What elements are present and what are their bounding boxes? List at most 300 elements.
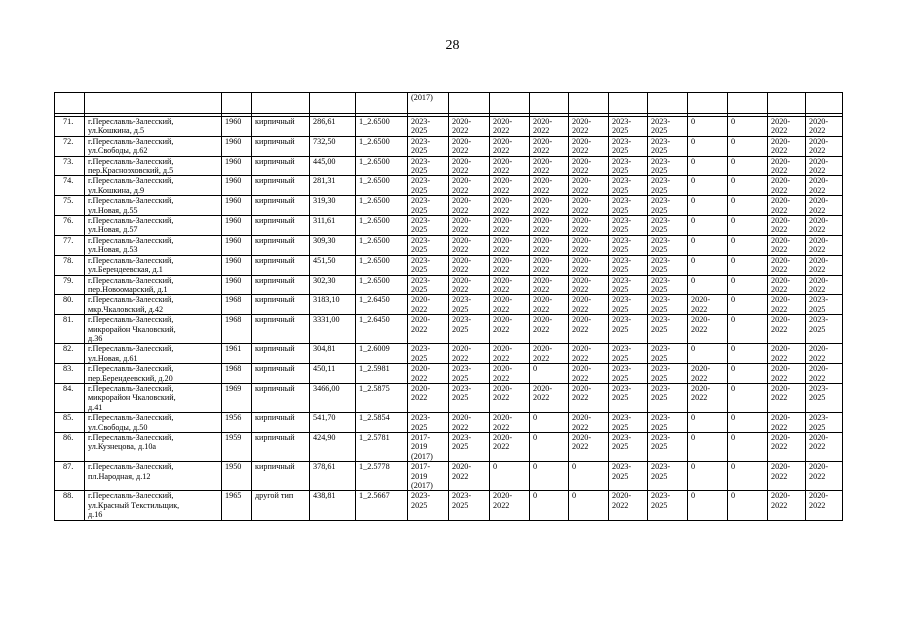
cell-address: г.Переславль-Залесский, пл.Народная, д.12	[85, 462, 222, 491]
cell-period-2: 2020- 2022	[449, 275, 490, 295]
cell-period-4: 2020- 2022	[530, 235, 569, 255]
header-cell: (2017)	[408, 93, 449, 114]
cell-period-4: 2020- 2022	[530, 176, 569, 196]
cell-row-number: 86.	[55, 433, 85, 462]
cell-address: г.Переславль-Залесский, ул.Новая, д.57	[85, 216, 222, 236]
cell-period-2: 2020- 2022	[449, 176, 490, 196]
cell-period-10: 2020- 2022	[768, 295, 806, 315]
cell-index-code: 1_2.5781	[356, 433, 408, 462]
cell-period-5: 2020- 2022	[569, 216, 609, 236]
cell-index-code: 1_2.6500	[356, 255, 408, 275]
header-cell	[806, 93, 843, 114]
cell-area: 451,50	[310, 255, 356, 275]
cell-wall-material: кирпичный	[252, 136, 310, 156]
cell-period-6: 2023- 2025	[609, 255, 648, 275]
cell-address: г.Переславль-Залесский, микрорайон Чкаловский, д.36	[85, 315, 222, 344]
cell-row-number: 74.	[55, 176, 85, 196]
cell-period-8: 2020- 2022	[688, 295, 728, 315]
cell-wall-material: кирпичный	[252, 295, 310, 315]
cell-index-code: 1_2.6500	[356, 117, 408, 137]
cell-index-code: 1_2.6500	[356, 235, 408, 255]
cell-period-9: 0	[728, 136, 768, 156]
cell-period-10: 2020- 2022	[768, 491, 806, 520]
cell-period-6: 2023- 2025	[609, 315, 648, 344]
cell-index-code: 1_2.6450	[356, 295, 408, 315]
cell-period-9: 0	[728, 176, 768, 196]
cell-period-6: 2023- 2025	[609, 413, 648, 433]
cell-wall-material: кирпичный	[252, 275, 310, 295]
cell-period-6: 2023- 2025	[609, 235, 648, 255]
cell-period-2: 2023- 2025	[449, 364, 490, 384]
cell-period-10: 2020- 2022	[768, 364, 806, 384]
header-cell	[356, 93, 408, 114]
cell-area: 450,11	[310, 364, 356, 384]
cell-period-8: 0	[688, 344, 728, 364]
cell-period-10: 2020- 2022	[768, 383, 806, 412]
cell-period-7: 2023- 2025	[648, 344, 688, 364]
cell-row-number: 87.	[55, 462, 85, 491]
cell-period-5: 2020- 2022	[569, 295, 609, 315]
table-row	[55, 156, 843, 176]
cell-index-code: 1_2.5875	[356, 383, 408, 412]
cell-period-4: 2020- 2022	[530, 295, 569, 315]
cell-period-3: 2020- 2022	[490, 117, 530, 137]
cell-period-9: 0	[728, 364, 768, 384]
cell-period-5: 0	[569, 491, 609, 520]
cell-period-5: 2020- 2022	[569, 275, 609, 295]
cell-period-10: 2020- 2022	[768, 216, 806, 236]
cell-period-1: 2023- 2025	[408, 117, 449, 137]
cell-period-8: 0	[688, 275, 728, 295]
cell-period-7: 2023- 2025	[648, 176, 688, 196]
cell-row-number: 85.	[55, 413, 85, 433]
header-cell	[222, 93, 252, 114]
cell-period-2: 2023- 2025	[449, 295, 490, 315]
cell-period-10: 2020- 2022	[768, 176, 806, 196]
cell-area: 438,81	[310, 491, 356, 520]
cell-period-10: 2020- 2022	[768, 196, 806, 216]
cell-period-8: 0	[688, 176, 728, 196]
header-cell	[768, 93, 806, 114]
cell-period-2: 2020- 2022	[449, 344, 490, 364]
cell-period-3: 2020- 2022	[490, 413, 530, 433]
cell-period-5: 2020- 2022	[569, 255, 609, 275]
cell-period-3: 2020- 2022	[490, 433, 530, 462]
cell-period-3: 2020- 2022	[490, 364, 530, 384]
cell-period-11: 2023- 2025	[806, 295, 843, 315]
cell-index-code: 1_2.5667	[356, 491, 408, 520]
cell-period-11: 2020- 2022	[806, 235, 843, 255]
table-row	[55, 491, 843, 520]
cell-period-8: 0	[688, 156, 728, 176]
cell-period-10: 2020- 2022	[768, 433, 806, 462]
cell-row-number: 79.	[55, 275, 85, 295]
cell-index-code: 1_2.6009	[356, 344, 408, 364]
cell-period-5: 2020- 2022	[569, 315, 609, 344]
cell-row-number: 73.	[55, 156, 85, 176]
cell-row-number: 82.	[55, 344, 85, 364]
cell-period-6: 2023- 2025	[609, 176, 648, 196]
cell-period-9: 0	[728, 235, 768, 255]
cell-period-3: 2020- 2022	[490, 255, 530, 275]
cell-year-built: 1968	[222, 315, 252, 344]
cell-period-3: 2020- 2022	[490, 216, 530, 236]
header-cell	[648, 93, 688, 114]
header-cell	[55, 93, 85, 114]
cell-period-3: 2020- 2022	[490, 196, 530, 216]
cell-period-2: 2020- 2022	[449, 196, 490, 216]
cell-year-built: 1961	[222, 344, 252, 364]
cell-period-4: 2020- 2022	[530, 315, 569, 344]
cell-period-1: 2023- 2025	[408, 156, 449, 176]
cell-period-5: 0	[569, 462, 609, 491]
cell-period-2: 2020- 2022	[449, 136, 490, 156]
cell-period-8: 0	[688, 433, 728, 462]
cell-period-7: 2023- 2025	[648, 491, 688, 520]
cell-period-5: 2020- 2022	[569, 156, 609, 176]
cell-period-5: 2020- 2022	[569, 117, 609, 137]
cell-period-2: 2023- 2025	[449, 383, 490, 412]
cell-period-3: 2020- 2022	[490, 295, 530, 315]
cell-period-3: 2020- 2022	[490, 235, 530, 255]
cell-period-4: 2020- 2022	[530, 216, 569, 236]
cell-area: 286,61	[310, 117, 356, 137]
cell-period-4: 0	[530, 413, 569, 433]
cell-year-built: 1956	[222, 413, 252, 433]
cell-area: 304,81	[310, 344, 356, 364]
cell-period-8: 0	[688, 136, 728, 156]
cell-period-7: 2023- 2025	[648, 196, 688, 216]
cell-period-6: 2023- 2025	[609, 275, 648, 295]
cell-period-11: 2020- 2022	[806, 136, 843, 156]
cell-row-number: 76.	[55, 216, 85, 236]
cell-period-4: 2020- 2022	[530, 156, 569, 176]
cell-period-7: 2023- 2025	[648, 462, 688, 491]
cell-period-10: 2020- 2022	[768, 136, 806, 156]
table-row	[55, 235, 843, 255]
cell-period-6: 2020- 2022	[609, 491, 648, 520]
cell-row-number: 78.	[55, 255, 85, 275]
cell-period-8: 2020- 2022	[688, 364, 728, 384]
cell-period-10: 2020- 2022	[768, 156, 806, 176]
housing-table	[54, 92, 843, 521]
cell-period-7: 2023- 2025	[648, 383, 688, 412]
cell-period-6: 2023- 2025	[609, 364, 648, 384]
cell-period-9: 0	[728, 344, 768, 364]
cell-index-code: 1_2.6500	[356, 176, 408, 196]
cell-period-2: 2023- 2025	[449, 491, 490, 520]
cell-period-4: 2020- 2022	[530, 196, 569, 216]
cell-wall-material: кирпичный	[252, 364, 310, 384]
cell-row-number: 72.	[55, 136, 85, 156]
cell-period-6: 2023- 2025	[609, 117, 648, 137]
cell-period-2: 2020- 2022	[449, 255, 490, 275]
cell-period-5: 2020- 2022	[569, 364, 609, 384]
cell-period-9: 0	[728, 196, 768, 216]
cell-index-code: 1_2.6500	[356, 136, 408, 156]
cell-period-1: 2023- 2025	[408, 136, 449, 156]
cell-period-6: 2023- 2025	[609, 433, 648, 462]
cell-year-built: 1968	[222, 364, 252, 384]
cell-period-3: 2020- 2022	[490, 344, 530, 364]
cell-wall-material: кирпичный	[252, 235, 310, 255]
cell-period-5: 2020- 2022	[569, 176, 609, 196]
cell-period-11: 2020- 2022	[806, 275, 843, 295]
cell-period-9: 0	[728, 255, 768, 275]
cell-address: г.Переславль-Залесский, ул.Кошкина, д.9	[85, 176, 222, 196]
cell-area: 281,31	[310, 176, 356, 196]
cell-year-built: 1960	[222, 255, 252, 275]
cell-period-1: 2023- 2025	[408, 275, 449, 295]
cell-period-1: 2023- 2025	[408, 196, 449, 216]
header-cell	[85, 93, 222, 114]
cell-address: г.Переславль-Залесский, ул.Новая, д.53	[85, 235, 222, 255]
cell-period-6: 2023- 2025	[609, 344, 648, 364]
cell-period-5: 2020- 2022	[569, 383, 609, 412]
cell-period-11: 2020- 2022	[806, 433, 843, 462]
cell-area: 378,61	[310, 462, 356, 491]
cell-period-2: 2020- 2022	[449, 117, 490, 137]
cell-period-1: 2023- 2025	[408, 491, 449, 520]
cell-period-11: 2023- 2025	[806, 315, 843, 344]
cell-wall-material: кирпичный	[252, 315, 310, 344]
cell-year-built: 1960	[222, 235, 252, 255]
cell-index-code: 1_2.6500	[356, 275, 408, 295]
cell-area: 424,90	[310, 433, 356, 462]
cell-year-built: 1960	[222, 216, 252, 236]
cell-index-code: 1_2.5854	[356, 413, 408, 433]
table-row	[55, 315, 843, 344]
cell-period-7: 2023- 2025	[648, 156, 688, 176]
cell-period-9: 0	[728, 413, 768, 433]
cell-period-9: 0	[728, 216, 768, 236]
cell-area: 319,30	[310, 196, 356, 216]
cell-period-11: 2023- 2025	[806, 413, 843, 433]
cell-period-5: 2020- 2022	[569, 196, 609, 216]
cell-index-code: 1_2.6450	[356, 315, 408, 344]
cell-period-1: 2023- 2025	[408, 413, 449, 433]
cell-period-4: 2020- 2022	[530, 117, 569, 137]
header-cell	[490, 93, 530, 114]
cell-period-5: 2020- 2022	[569, 235, 609, 255]
cell-period-2: 2023- 2025	[449, 433, 490, 462]
cell-row-number: 84.	[55, 383, 85, 412]
cell-index-code: 1_2.5778	[356, 462, 408, 491]
cell-period-10: 2020- 2022	[768, 255, 806, 275]
page-number: 28	[445, 38, 460, 53]
table-row	[55, 117, 843, 137]
cell-address: г.Переславль-Залесский, ул.Берендеевская, д.1	[85, 255, 222, 275]
table-row	[55, 344, 843, 364]
cell-wall-material: кирпичный	[252, 216, 310, 236]
cell-period-10: 2020- 2022	[768, 275, 806, 295]
cell-period-5: 2020- 2022	[569, 433, 609, 462]
cell-address: г.Переславль-Залесский, пер.Новоомарский, д.1	[85, 275, 222, 295]
cell-address: г.Переславль-Залесский, ул.Свободы, д.62	[85, 136, 222, 156]
cell-period-11: 2020- 2022	[806, 156, 843, 176]
cell-year-built: 1969	[222, 383, 252, 412]
table-row	[55, 176, 843, 196]
table-row	[55, 216, 843, 236]
cell-period-2: 2020- 2022	[449, 216, 490, 236]
cell-index-code: 1_2.6500	[356, 216, 408, 236]
cell-period-8: 2020- 2022	[688, 383, 728, 412]
cell-period-6: 2023- 2025	[609, 462, 648, 491]
cell-period-6: 2023- 2025	[609, 196, 648, 216]
cell-row-number: 77.	[55, 235, 85, 255]
cell-period-2: 2020- 2022	[449, 235, 490, 255]
cell-period-10: 2020- 2022	[768, 315, 806, 344]
cell-period-6: 2023- 2025	[609, 383, 648, 412]
cell-period-9: 0	[728, 462, 768, 491]
cell-address: г.Переславль-Залесский, ул.Кошкина, д.5	[85, 117, 222, 137]
cell-period-3: 2020- 2022	[490, 136, 530, 156]
cell-period-7: 2023- 2025	[648, 235, 688, 255]
cell-period-1: 2023- 2025	[408, 344, 449, 364]
cell-period-7: 2023- 2025	[648, 136, 688, 156]
cell-period-10: 2020- 2022	[768, 235, 806, 255]
cell-period-4: 0	[530, 462, 569, 491]
cell-period-3: 2020- 2022	[490, 275, 530, 295]
header-cell	[609, 93, 648, 114]
cell-period-5: 2020- 2022	[569, 413, 609, 433]
cell-period-8: 0	[688, 462, 728, 491]
cell-period-9: 0	[728, 156, 768, 176]
cell-year-built: 1960	[222, 275, 252, 295]
cell-wall-material: кирпичный	[252, 433, 310, 462]
table-row	[55, 462, 843, 491]
table-header-continuation-row	[55, 93, 843, 114]
cell-address: г.Переславль-Залесский, ул.Кузнецова, д.10а	[85, 433, 222, 462]
table-row	[55, 295, 843, 315]
cell-period-8: 2020- 2022	[688, 315, 728, 344]
cell-period-10: 2020- 2022	[768, 344, 806, 364]
cell-period-7: 2023- 2025	[648, 364, 688, 384]
cell-period-1: 2023- 2025	[408, 235, 449, 255]
cell-address: г.Переславль-Залесский, микрорайон Чкаловский, д.41	[85, 383, 222, 412]
cell-year-built: 1960	[222, 176, 252, 196]
cell-period-11: 2023- 2025	[806, 383, 843, 412]
cell-row-number: 83.	[55, 364, 85, 384]
cell-area: 311,61	[310, 216, 356, 236]
table-row	[55, 364, 843, 384]
cell-period-6: 2023- 2025	[609, 156, 648, 176]
cell-period-3: 2020- 2022	[490, 176, 530, 196]
cell-year-built: 1968	[222, 295, 252, 315]
cell-period-1: 2020- 2022	[408, 315, 449, 344]
table-row	[55, 413, 843, 433]
cell-period-9: 0	[728, 383, 768, 412]
cell-year-built: 1960	[222, 117, 252, 137]
cell-period-1: 2020- 2022	[408, 295, 449, 315]
header-cell	[310, 93, 356, 114]
cell-index-code: 1_2.5981	[356, 364, 408, 384]
cell-period-8: 0	[688, 255, 728, 275]
cell-row-number: 80.	[55, 295, 85, 315]
cell-period-8: 0	[688, 196, 728, 216]
cell-period-8: 0	[688, 117, 728, 137]
cell-period-4: 2020- 2022	[530, 136, 569, 156]
cell-period-8: 0	[688, 491, 728, 520]
cell-period-11: 2020- 2022	[806, 344, 843, 364]
cell-area: 541,70	[310, 413, 356, 433]
cell-period-7: 2023- 2025	[648, 295, 688, 315]
cell-period-7: 2023- 2025	[648, 255, 688, 275]
cell-period-4: 0	[530, 433, 569, 462]
cell-period-1: 2023- 2025	[408, 255, 449, 275]
cell-period-2: 2020- 2022	[449, 413, 490, 433]
cell-period-11: 2020- 2022	[806, 176, 843, 196]
cell-address: г.Переславль-Залесский, ул.Новая, д.55	[85, 196, 222, 216]
cell-address: г.Переславль-Залесский, пер.Красноэховский, д.5	[85, 156, 222, 176]
cell-period-5: 2020- 2022	[569, 136, 609, 156]
cell-period-1: 2023- 2025	[408, 216, 449, 236]
cell-period-2: 2023- 2025	[449, 315, 490, 344]
cell-row-number: 71.	[55, 117, 85, 137]
table-row	[55, 275, 843, 295]
cell-wall-material: кирпичный	[252, 156, 310, 176]
cell-wall-material: кирпичный	[252, 383, 310, 412]
header-cell	[569, 93, 609, 114]
cell-address: г.Переславль-Залесский, мкр.Чкаловский, д.42	[85, 295, 222, 315]
cell-area: 732,50	[310, 136, 356, 156]
cell-period-11: 2020- 2022	[806, 255, 843, 275]
cell-period-11: 2020- 2022	[806, 216, 843, 236]
cell-period-11: 2020- 2022	[806, 462, 843, 491]
table-row	[55, 136, 843, 156]
header-cell	[252, 93, 310, 114]
cell-period-11: 2020- 2022	[806, 117, 843, 137]
table-row	[55, 196, 843, 216]
cell-wall-material: кирпичный	[252, 344, 310, 364]
cell-period-4: 2020- 2022	[530, 275, 569, 295]
cell-period-2: 2020- 2022	[449, 462, 490, 491]
table-row	[55, 383, 843, 412]
cell-period-9: 0	[728, 315, 768, 344]
cell-area: 302,30	[310, 275, 356, 295]
cell-period-5: 2020- 2022	[569, 344, 609, 364]
cell-year-built: 1950	[222, 462, 252, 491]
cell-year-built: 1960	[222, 136, 252, 156]
header-cell	[530, 93, 569, 114]
cell-period-3: 2020- 2022	[490, 156, 530, 176]
cell-address: г.Переславль-Залесский, ул.Красный Текстильщик, д.16	[85, 491, 222, 520]
cell-period-1: 2020- 2022	[408, 383, 449, 412]
cell-period-8: 0	[688, 235, 728, 255]
cell-period-9: 0	[728, 275, 768, 295]
cell-period-10: 2020- 2022	[768, 413, 806, 433]
cell-wall-material: кирпичный	[252, 462, 310, 491]
cell-wall-material: кирпичный	[252, 176, 310, 196]
cell-period-4: 2020- 2022	[530, 255, 569, 275]
cell-year-built: 1960	[222, 156, 252, 176]
cell-period-6: 2023- 2025	[609, 136, 648, 156]
cell-wall-material: другой тип	[252, 491, 310, 520]
header-cell	[688, 93, 728, 114]
cell-period-9: 0	[728, 117, 768, 137]
cell-area: 445,00	[310, 156, 356, 176]
cell-period-11: 2020- 2022	[806, 491, 843, 520]
cell-row-number: 75.	[55, 196, 85, 216]
cell-year-built: 1965	[222, 491, 252, 520]
cell-period-10: 2020- 2022	[768, 117, 806, 137]
cell-period-4: 0	[530, 364, 569, 384]
cell-period-9: 0	[728, 433, 768, 462]
cell-period-3: 2020- 2022	[490, 491, 530, 520]
cell-wall-material: кирпичный	[252, 413, 310, 433]
cell-period-7: 2023- 2025	[648, 315, 688, 344]
cell-year-built: 1960	[222, 196, 252, 216]
